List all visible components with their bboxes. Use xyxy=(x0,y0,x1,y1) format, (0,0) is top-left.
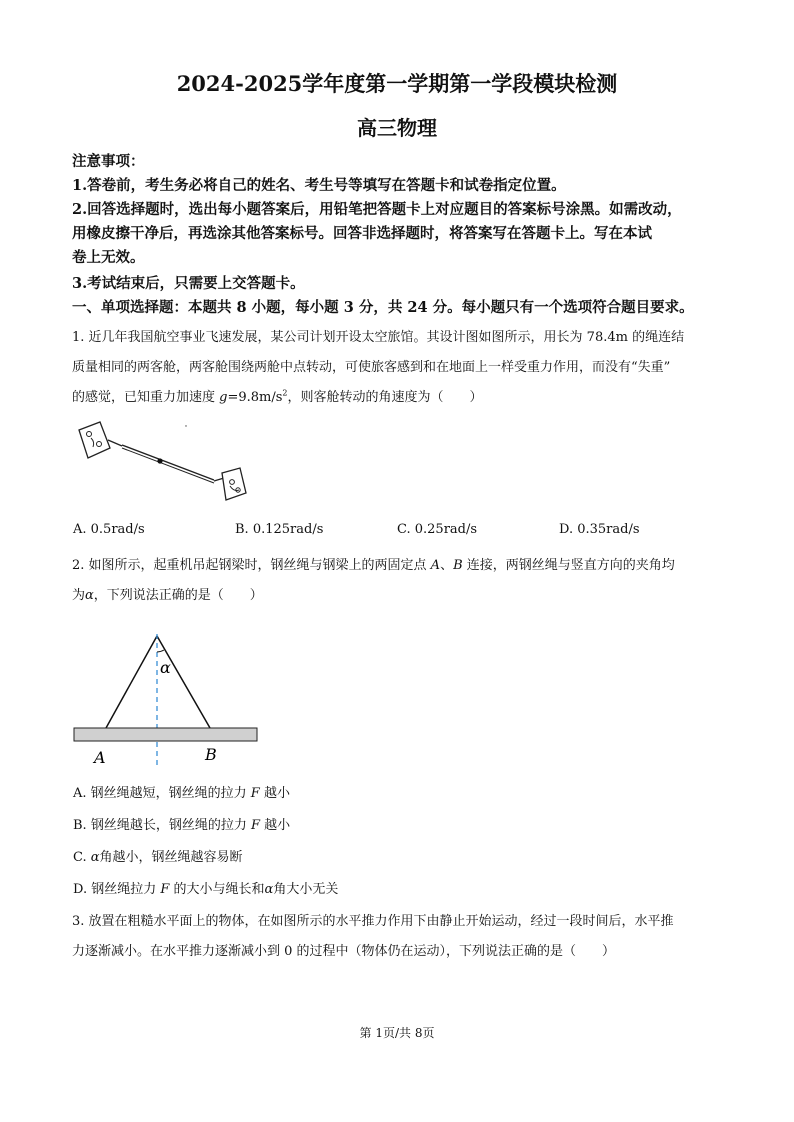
steel-beam xyxy=(74,728,257,741)
q1-text-line2: 质量相同的两客舱，两客舱围绕两舱中点转动，可使旅客感到和在地面上一样受重力作用，而没有“失重” xyxy=(72,360,671,375)
q1-text-line1: 1. 近几年我国航空事业飞速发展，某公司计划开设太空旅馆。其设计图如图所示，用长为 78.4m 的绳连结 xyxy=(72,330,685,345)
q2-option-a: A. 钢丝绳越短，钢丝绳的拉力 F 越小 xyxy=(73,786,290,801)
space-hotel-figure xyxy=(74,418,254,508)
q3-text-line1: 3. 放置在粗糙水平面上的物体，在如图所示的水平推力作用下由静止开始运动，经过一段时间后，水平推 xyxy=(72,914,674,929)
q2-option-d: D. 钢丝绳拉力 F 的大小与绳长和α角大小无关 xyxy=(73,882,339,897)
point-a-label: A xyxy=(94,748,106,767)
q1-option-c: C. 0.25rad/s xyxy=(397,522,478,537)
notice-item-2: 2.回答选择题时，选出每小题答案后，用铅笔把答题卡上对应题目的答案标号涂黑。如需改动， xyxy=(72,201,682,218)
q1-text-line3: 的感觉，已知重力加速度 $g=9.8m/s^2$，则客舱转动的角速度为（ ） xyxy=(72,388,483,405)
point-b-label: B xyxy=(205,745,217,764)
page-number: 第 1页/共 8页 xyxy=(359,1026,435,1040)
q2-option-b: B. 钢丝绳越长，钢丝绳的拉力 F 越小 xyxy=(73,818,291,833)
alpha-label: α xyxy=(160,658,171,677)
q1-option-b: B. 0.125rad/s xyxy=(235,522,324,537)
q2-text-line2: 为α，下列说法正确的是（ ） xyxy=(72,588,263,603)
notice-item-1: 1.答卷前，考生务必将自己的姓名、考生号等填写在答题卡和试卷指定位置。 xyxy=(72,177,566,194)
q2-text-line1: 2. 如图所示，起重机吊起钢梁时，钢丝绳与钢梁上的两固定点 A、B 连接，两钢丝绳与竖直方向的夹角均 xyxy=(72,558,675,573)
q1-option-d: D. 0.35rad/s xyxy=(559,522,640,537)
section-heading: 一、单项选择题：本题共 8 小题，每小题 3 分，共 24 分。每小题只有一个选项符合题目要求。 xyxy=(72,299,694,316)
cabin-left xyxy=(79,422,122,458)
notice-item-2-end: 卷上无效。 xyxy=(72,249,145,266)
crane-beam-figure xyxy=(70,630,270,770)
q3-text-line2: 力逐渐减小。在水平推力逐渐减小到 0 的过程中（物体仍在运动），下列说法正确的是（ ） xyxy=(72,944,616,959)
cable-right xyxy=(157,636,210,728)
notice-item-2-cont: 用橡皮擦干净后，再选涂其他答案标号。回答非选择题时，将答案写在答题卡上。写在本试 xyxy=(72,225,652,242)
cable-left xyxy=(106,636,157,728)
notice-heading: 注意事项： xyxy=(72,153,145,170)
tether-center xyxy=(157,458,162,463)
exam-subject: 高三物理 xyxy=(357,116,437,140)
angle-arc xyxy=(157,650,164,652)
notice-item-3: 3.考试结束后，只需要上交答题卡。 xyxy=(72,275,305,292)
q2-option-c: C. α角越小，钢丝绳越容易断 xyxy=(73,850,243,865)
q1-option-a: A. 0.5rad/s xyxy=(73,522,145,537)
exam-title: 2024-2025学年度第一学期第一学段模块检测 xyxy=(176,71,618,96)
tether xyxy=(122,445,214,483)
